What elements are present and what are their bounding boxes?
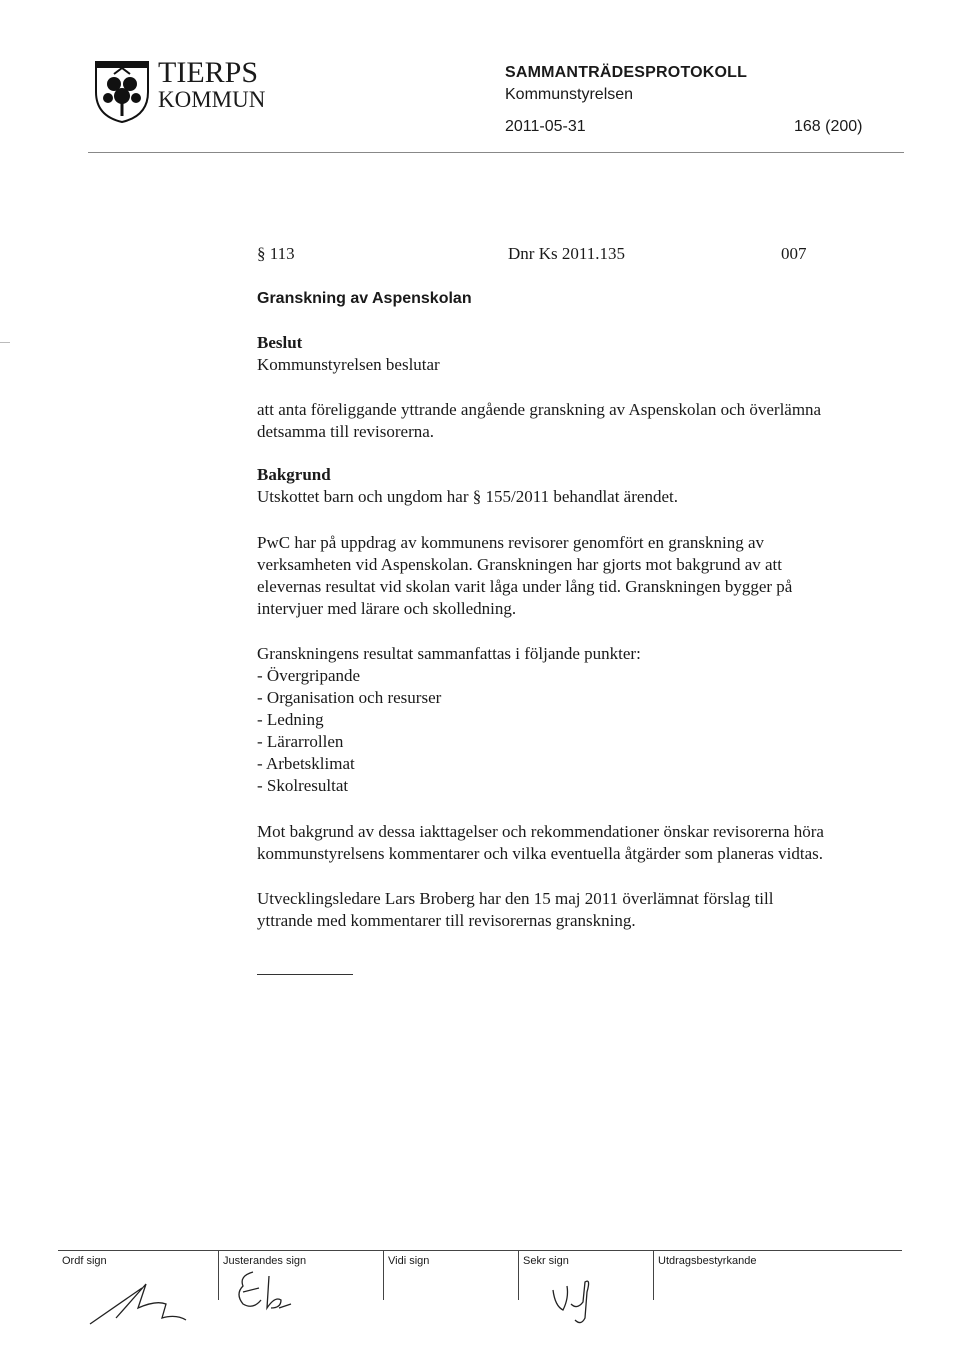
handwritten-signature-icon bbox=[229, 1264, 309, 1326]
background-para-line: Utvecklingsledare Lars Broberg har den 15 maj 2011 överlämnat förslag till bbox=[257, 889, 774, 908]
case-code: 007 bbox=[781, 244, 807, 263]
signature-label: Utdragsbestyrkande bbox=[658, 1255, 757, 1267]
page-number: 168 (200) bbox=[794, 118, 863, 135]
signature-cell-ordf bbox=[58, 1250, 218, 1328]
case-title: Granskning av Aspenskolan bbox=[257, 290, 472, 307]
document-type: SAMMANTRÄDESPROTOKOLL bbox=[505, 64, 748, 81]
handwritten-signature-icon bbox=[545, 1274, 625, 1328]
list-item: - Arbetsklimat bbox=[257, 754, 355, 773]
list-item: - Lärarrollen bbox=[257, 732, 344, 751]
signature-label: Ordf sign bbox=[62, 1255, 107, 1267]
decision-intro: Kommunstyrelsen beslutar bbox=[257, 355, 440, 374]
list-intro: Granskningens resultat sammanfattas i följande punkter: bbox=[257, 644, 641, 663]
decision-line: detsamma till revisorerna. bbox=[257, 422, 435, 441]
background-para-line: kommunstyrelsens kommentarer och vilka eventuella åtgärder som planeras vidtas. bbox=[257, 844, 824, 863]
list-item: - Övergripande bbox=[257, 666, 361, 685]
list-item: - Organisation och resurser bbox=[257, 688, 442, 707]
background-para-line: yttrande med kommentarer till revisorernas granskning. bbox=[257, 911, 636, 930]
signature-cell-sekr bbox=[519, 1250, 653, 1328]
background-para-line: Mot bakgrund av dessa iakttagelser och rekommendationer önskar revisorerna höra bbox=[257, 822, 824, 841]
list-item: - Skolresultat bbox=[257, 776, 349, 795]
signature-cell-utdragsbestyrkande bbox=[654, 1250, 902, 1328]
signature-table bbox=[58, 1250, 902, 1330]
municipal-crest-icon bbox=[92, 58, 152, 124]
committee-name: Kommunstyrelsen bbox=[505, 86, 634, 103]
handwritten-signature-icon bbox=[86, 1278, 196, 1330]
margin-mark bbox=[0, 342, 10, 343]
list-item: - Ledning bbox=[257, 710, 324, 729]
paragraph-number: § 113 bbox=[257, 244, 295, 263]
section-end-rule bbox=[257, 974, 353, 975]
background-para-line: verksamheten vid Aspenskolan. Granskningen har gjorts mot bakgrund av att bbox=[257, 555, 782, 574]
case-dnr: Dnr Ks 2011.135 bbox=[508, 244, 625, 263]
decision-heading: Beslut bbox=[257, 333, 303, 352]
org-name: TIERPS bbox=[158, 56, 259, 89]
decision-line: att anta föreliggande yttrande angående granskning av Aspenskolan och överlämna bbox=[257, 400, 822, 419]
signature-cell-justerandes bbox=[219, 1250, 383, 1328]
meeting-date: 2011-05-31 bbox=[505, 118, 586, 135]
background-heading: Bakgrund bbox=[257, 465, 331, 484]
background-para-line: intervjuer med lärare och skolledning. bbox=[257, 599, 517, 618]
signature-label: Justerandes sign bbox=[223, 1255, 307, 1267]
org-sub: KOMMUN bbox=[158, 87, 266, 112]
header-divider bbox=[88, 152, 904, 153]
signature-label: Vidi sign bbox=[388, 1255, 430, 1267]
signature-cell-vidi bbox=[384, 1250, 518, 1328]
background-para-line: PwC har på uppdrag av kommunens revisorer genomfört en granskning av bbox=[257, 533, 765, 552]
background-para-line: elevernas resultat vid skolan varit låga under lång tid. Granskningen bygger på bbox=[257, 577, 793, 596]
background-line: Utskottet barn och ungdom har § 155/2011 behandlat ärendet. bbox=[257, 487, 678, 506]
signature-label: Sekr sign bbox=[523, 1255, 569, 1267]
